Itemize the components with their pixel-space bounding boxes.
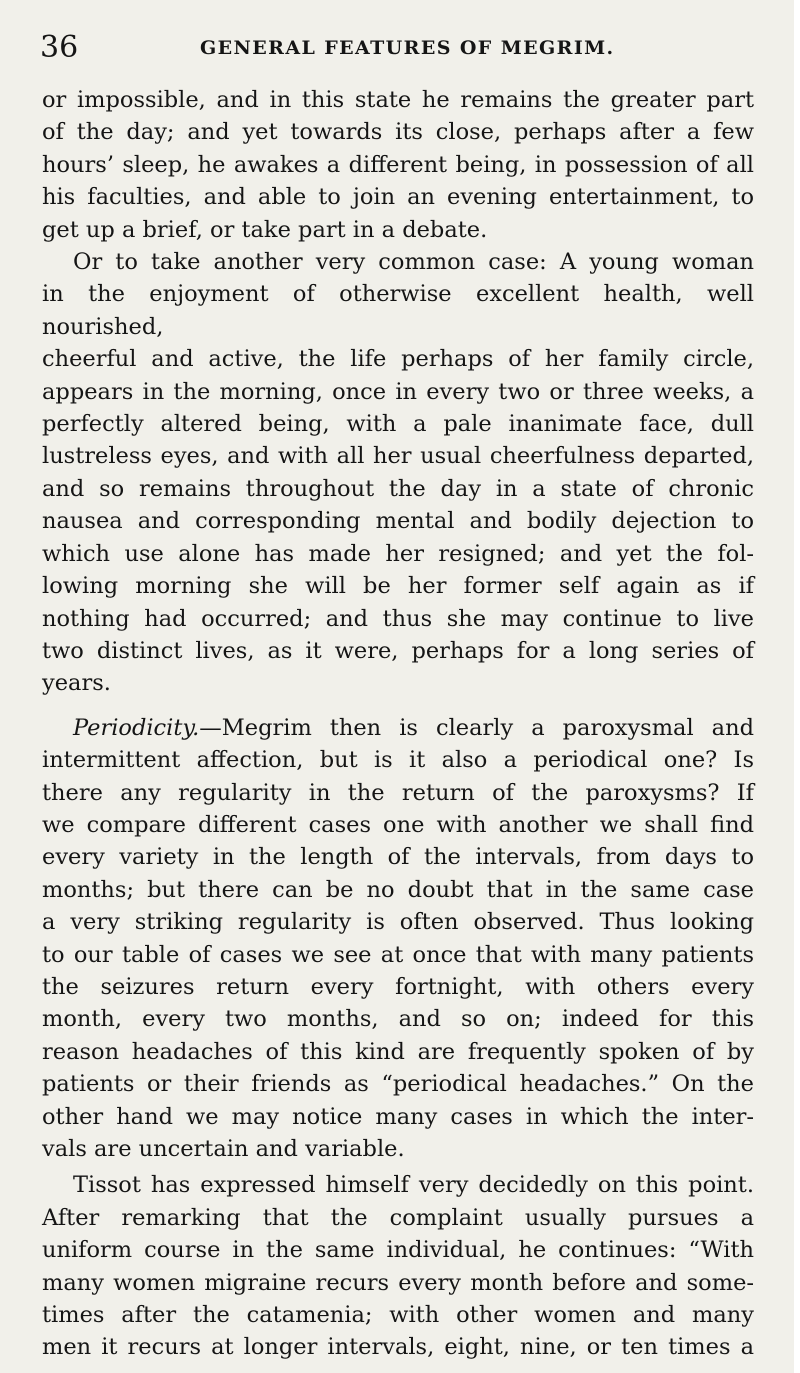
text-line: reason headaches of this kind are frequently spoken of by <box>42 1038 754 1065</box>
text-line: years. <box>42 670 111 697</box>
text-line: month, every two months, and so on; indeed for this <box>42 1006 754 1033</box>
text-line: uniform course in the same individual, he continues: “With <box>42 1237 754 1264</box>
text-line: a very striking regularity is often observed. Thus looking <box>42 909 754 936</box>
text-line: men it recurs at longer intervals, eight, nine, or ten times a <box>42 1334 754 1361</box>
text-line: every variety in the length of the intervals, from days to <box>42 844 754 871</box>
text-line: which use alone has made her resigned; and yet the fol- <box>42 540 754 567</box>
text-line: lowing morning she will be her former self again as if <box>42 573 754 600</box>
text-line: nothing had occurred; and thus she may continue to live <box>42 605 754 632</box>
page-number: 36 <box>40 30 79 65</box>
text-line: many women migraine recurs every month before and some- <box>42 1269 754 1296</box>
text-line: perfectly altered being, with a pale inanimate face, dull <box>42 411 754 438</box>
paragraph-4 <box>42 1169 754 1363</box>
text-line: months; but there can be no doubt that in the same case <box>42 876 754 903</box>
text-line: we compare different cases one with another we shall find <box>42 811 754 838</box>
text-line: lustreless eyes, and with all her usual cheerfulness departed, <box>42 443 754 470</box>
text-line: and so remains throughout the day in a state of chronic <box>42 475 754 502</box>
text-line: nausea and corresponding mental and bodily dejection to <box>42 508 754 535</box>
text-line: Tissot has expressed himself very decidedly on this point. <box>73 1172 754 1199</box>
text-line: there any regularity in the return of the paroxysms? If <box>42 779 754 806</box>
text-line: or impossible, and in this state he remains the greater part <box>42 87 754 113</box>
text-line: of the day; and yet towards its close, perhaps after a few <box>42 119 754 146</box>
page-header <box>40 24 752 72</box>
text-line-rest: —Megrim then is clearly a paroxysmal and <box>199 714 754 741</box>
section-heading: Periodicity. <box>73 714 200 741</box>
text-line: the seizures return every fortnight, with others every <box>42 973 754 1000</box>
text-line: two distinct lives, as it were, perhaps for a long series of <box>42 637 754 664</box>
paragraph-1 <box>42 84 754 246</box>
paragraph-gap <box>42 700 754 712</box>
text-line: Or to take another very common case: A young woman <box>73 249 754 276</box>
text-line: times after the catamenia; with other women and many <box>42 1302 754 1329</box>
text-line: appears in the morning, once in every two or three weeks, a <box>42 378 754 405</box>
paragraph-2 <box>42 246 754 700</box>
text-line: vals are uncertain and variable. <box>42 1136 405 1162</box>
text-line: to our table of cases we see at once that with many patients <box>42 941 754 968</box>
text-line: After remarking that the complaint usually pursues a <box>42 1204 754 1231</box>
text-line: his faculties, and able to join an evening entertainment, to <box>42 184 754 211</box>
text-line: intermittent affection, but is it also a periodical one? Is <box>42 747 754 774</box>
text-line: hours’ sleep, he awakes a different being, in possession of all <box>42 151 754 178</box>
text-line: patients or their friends as “periodical headaches.” On the <box>42 1071 754 1098</box>
running-title: GENERAL FEATURES OF MEGRIM. <box>200 37 615 59</box>
paragraph-3 <box>42 712 754 1166</box>
body-text <box>42 84 754 1364</box>
text-line: get up a brief, or take part in a debate. <box>42 216 488 243</box>
text-line: cheerful and active, the life perhaps of her family circle, <box>42 346 754 373</box>
text-line: in the enjoyment of otherwise excellent health, well nourished, <box>42 281 754 340</box>
text-line <box>42 712 754 744</box>
text-line: other hand we may notice many cases in which the inter- <box>42 1103 754 1130</box>
